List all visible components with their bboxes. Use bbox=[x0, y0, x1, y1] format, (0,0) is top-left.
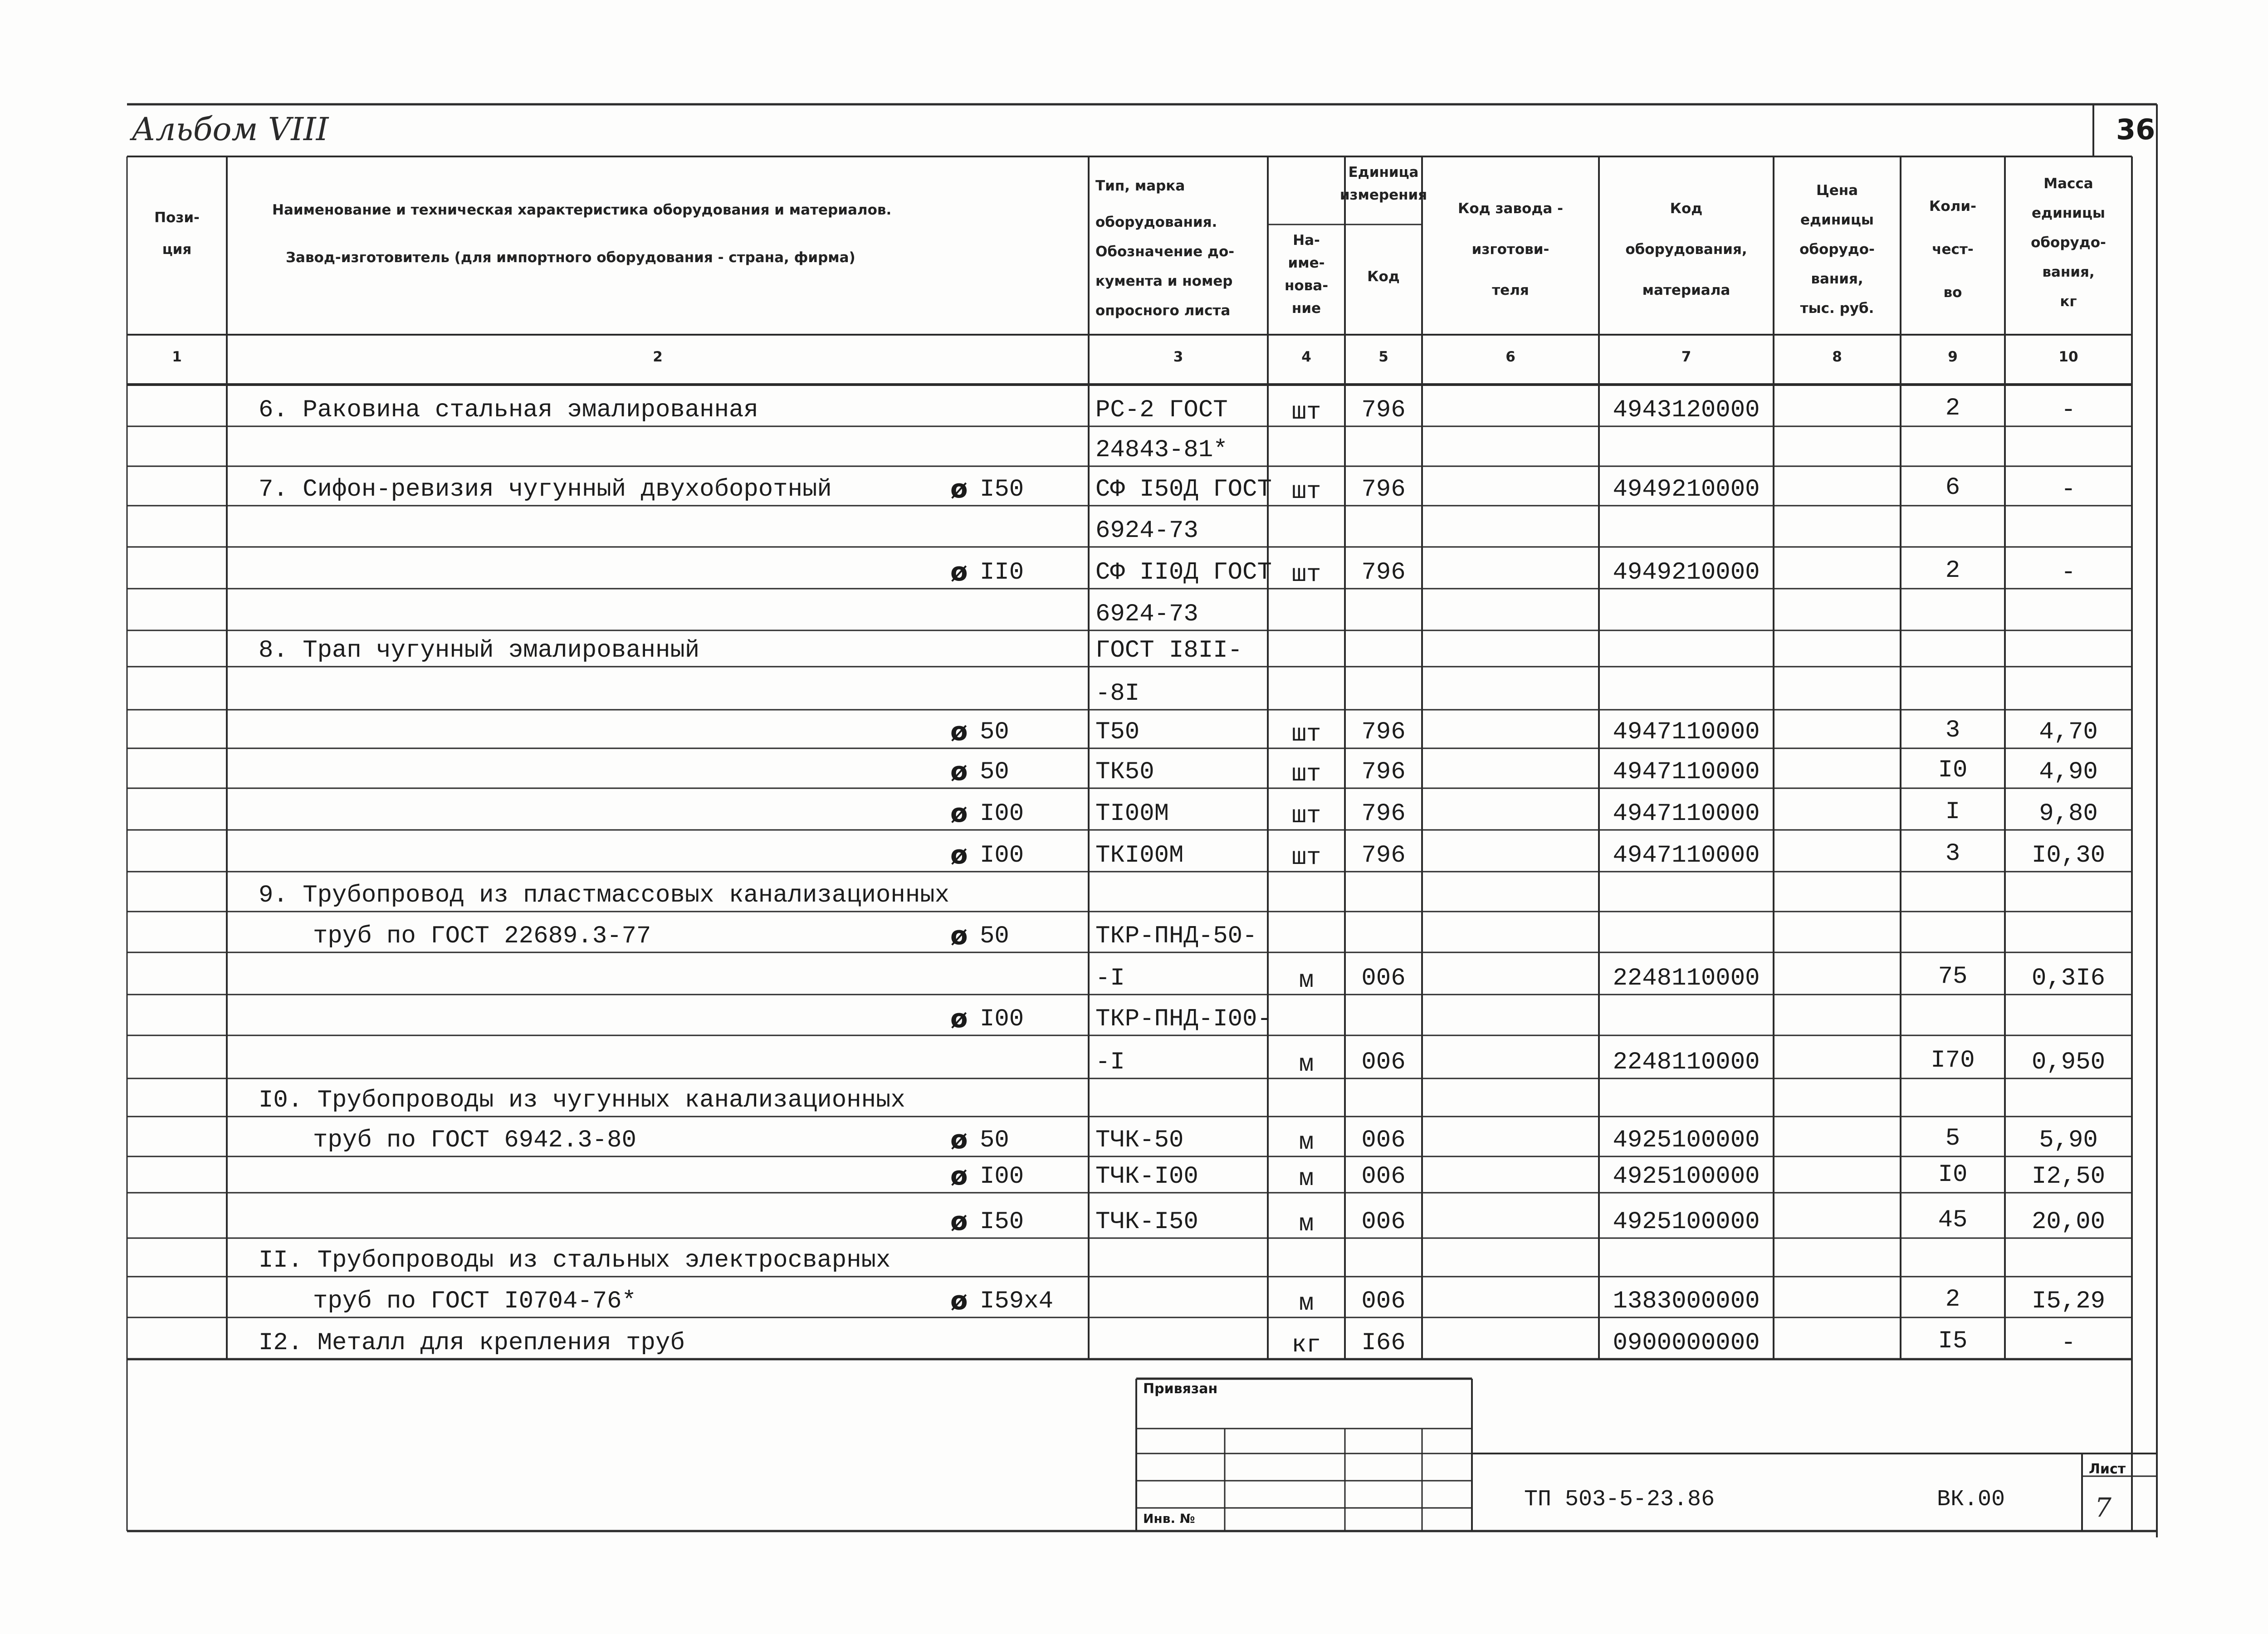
diameter-icon: ø bbox=[950, 1207, 968, 1236]
header-unit-name-text: нова- bbox=[1284, 278, 1329, 294]
header-unit-code-text: Код bbox=[1367, 268, 1400, 285]
header-price-text: тыс. руб. bbox=[1800, 300, 1874, 317]
header-price-text: Цена bbox=[1816, 182, 1858, 199]
header-unit-name-text: На- bbox=[1293, 232, 1320, 249]
stamp-linked-label: Привязан bbox=[1143, 1381, 1218, 1397]
row-type: ТЧК-I00 bbox=[1095, 1163, 1198, 1190]
header-name-text: Наименование и техническая характеристика оборудования и материалов. bbox=[272, 202, 892, 218]
column-number: 10 bbox=[2058, 349, 2078, 365]
row-diameter: I00 bbox=[980, 842, 1024, 869]
row-mass: I0,30 bbox=[2031, 842, 2106, 869]
diameter-icon: ø bbox=[950, 1161, 968, 1191]
row-unit-code: 006 bbox=[1361, 1208, 1406, 1236]
header-price-text: единицы bbox=[1800, 212, 1874, 228]
row-quantity: I5 bbox=[1938, 1327, 1968, 1355]
row-type: РС-2 ГОСТ bbox=[1095, 396, 1228, 424]
row-name: труб по ГОСТ 22689.3-77 bbox=[313, 922, 651, 950]
row-mass: - bbox=[2061, 1329, 2076, 1357]
header-plant-code-text: теля bbox=[1492, 282, 1529, 298]
album-label: Альбом VIII bbox=[132, 111, 329, 148]
row-eq-code: 4925100000 bbox=[1613, 1127, 1760, 1154]
row-diameter: 50 bbox=[980, 922, 1009, 950]
row-mass: 0,3I6 bbox=[2031, 965, 2106, 992]
stamp-doc-code: ТП 503-5-23.86 bbox=[1524, 1487, 1715, 1512]
row-diameter: I00 bbox=[980, 1163, 1024, 1190]
header-eq-code-text: оборудования, bbox=[1625, 241, 1747, 258]
row-type: ТКР-ПНД-I00- bbox=[1095, 1005, 1272, 1033]
row-eq-code: 2248110000 bbox=[1613, 1049, 1760, 1076]
row-eq-code: 4947110000 bbox=[1613, 842, 1760, 869]
row-mass: 20,00 bbox=[2031, 1208, 2106, 1236]
header-unit-name-text: име- bbox=[1288, 255, 1325, 271]
row-unit: шт bbox=[1291, 802, 1321, 830]
row-unit-code: 006 bbox=[1361, 1049, 1406, 1076]
row-unit-code: 796 bbox=[1361, 758, 1406, 786]
column-number: 6 bbox=[1505, 349, 1515, 365]
row-eq-code: 2248110000 bbox=[1613, 965, 1760, 992]
row-mass: I5,29 bbox=[2031, 1288, 2106, 1315]
row-eq-code: 4949210000 bbox=[1613, 476, 1760, 503]
header-plant-code-text: изготови- bbox=[1471, 241, 1549, 258]
row-type: ТЧК-50 bbox=[1095, 1127, 1184, 1154]
row-type: 6924-73 bbox=[1095, 600, 1198, 628]
header-type-text: опросного листа bbox=[1095, 302, 1231, 319]
diameter-icon: ø bbox=[950, 840, 968, 870]
row-diameter: I59х4 bbox=[980, 1288, 1054, 1315]
row-quantity: I0 bbox=[1938, 1161, 1968, 1189]
header-mass-text: кг bbox=[2060, 293, 2077, 310]
header-type-text: Обозначение до- bbox=[1095, 244, 1235, 260]
row-unit-code: 006 bbox=[1361, 1163, 1406, 1190]
stamp-sheet-number: 7 bbox=[2095, 1492, 2112, 1523]
row-diameter: 50 bbox=[980, 718, 1009, 746]
row-type: 6924-73 bbox=[1095, 517, 1198, 545]
row-diameter: I50 bbox=[980, 1208, 1024, 1236]
row-unit-code: 796 bbox=[1361, 396, 1406, 424]
row-mass: 4,70 bbox=[2039, 718, 2098, 746]
row-type: -I bbox=[1095, 1049, 1125, 1076]
row-unit-code: 006 bbox=[1361, 1127, 1406, 1154]
diameter-icon: ø bbox=[950, 474, 968, 504]
row-eq-code: 4947110000 bbox=[1613, 800, 1760, 828]
row-unit: шт bbox=[1291, 478, 1321, 506]
row-type: ГОСТ I8II- bbox=[1095, 637, 1243, 664]
row-mass: 4,90 bbox=[2039, 758, 2098, 786]
header-position-text: Пози- bbox=[154, 210, 200, 226]
row-quantity: 2 bbox=[1945, 1286, 1960, 1313]
row-quantity: 6 bbox=[1945, 474, 1960, 502]
row-quantity: I0 bbox=[1938, 756, 1968, 784]
row-type: ТЧК-I50 bbox=[1095, 1208, 1198, 1236]
diameter-icon: ø bbox=[950, 1004, 968, 1034]
row-quantity: 3 bbox=[1945, 840, 1960, 868]
row-unit-code: 796 bbox=[1361, 718, 1406, 746]
header-mass-text: вания, bbox=[2042, 264, 2095, 280]
header-unit-group-text: измерения bbox=[1339, 187, 1427, 203]
diameter-icon: ø bbox=[950, 799, 968, 828]
column-number: 1 bbox=[172, 349, 182, 365]
row-diameter: 50 bbox=[980, 1127, 1009, 1154]
row-diameter: 50 bbox=[980, 758, 1009, 786]
column-number: 4 bbox=[1301, 349, 1311, 365]
row-unit: м bbox=[1299, 1290, 1314, 1317]
header-qty-text: во bbox=[1943, 284, 1962, 301]
row-quantity: I70 bbox=[1931, 1047, 1975, 1074]
row-eq-code: 4949210000 bbox=[1613, 559, 1760, 586]
diameter-icon: ø bbox=[950, 921, 968, 951]
row-type: ТI00М bbox=[1095, 800, 1169, 828]
header-mass-text: оборудо- bbox=[2031, 234, 2106, 251]
header-price-text: вания, bbox=[1811, 271, 1863, 287]
diameter-icon: ø bbox=[950, 757, 968, 786]
stamp-mark: ВК.00 bbox=[1937, 1487, 2005, 1512]
header-type-text: кумента и номер bbox=[1095, 273, 1233, 289]
header-price-text: оборудо- bbox=[1799, 241, 1875, 258]
row-quantity: 3 bbox=[1945, 717, 1960, 744]
row-name: 8. Трап чугунный эмалированный bbox=[259, 637, 700, 664]
row-diameter: I50 bbox=[980, 476, 1024, 503]
column-number: 8 bbox=[1832, 349, 1842, 365]
row-unit-code: 006 bbox=[1361, 1288, 1406, 1315]
row-eq-code: 1383000000 bbox=[1613, 1288, 1760, 1315]
row-mass: 5,90 bbox=[2039, 1127, 2098, 1154]
row-unit-code: 796 bbox=[1361, 842, 1406, 869]
row-unit: м bbox=[1299, 967, 1314, 995]
column-number: 3 bbox=[1173, 349, 1183, 365]
column-number: 2 bbox=[653, 349, 663, 365]
row-type: СФ II0Д ГОСТ bbox=[1095, 559, 1272, 586]
row-type: ТК50 bbox=[1095, 758, 1154, 786]
diameter-icon: ø bbox=[950, 1286, 968, 1316]
row-quantity: I bbox=[1945, 798, 1960, 826]
row-diameter: I00 bbox=[980, 800, 1024, 828]
row-name: труб по ГОСТ 6942.3-80 bbox=[313, 1127, 636, 1154]
row-eq-code: 4947110000 bbox=[1613, 758, 1760, 786]
diameter-icon: ø bbox=[950, 557, 968, 587]
row-name: труб по ГОСТ I0704-76* bbox=[313, 1288, 636, 1315]
row-diameter: II0 bbox=[980, 559, 1024, 586]
row-unit: кг bbox=[1291, 1332, 1321, 1359]
row-quantity: 2 bbox=[1945, 395, 1960, 422]
stamp-sheet-label: Лист bbox=[2089, 1461, 2126, 1477]
row-quantity: 5 bbox=[1945, 1125, 1960, 1152]
row-name: I0. Трубопроводы из чугунных канализационных bbox=[259, 1087, 905, 1114]
row-eq-code: 4947110000 bbox=[1613, 718, 1760, 746]
header-unit-group-text: Единица bbox=[1348, 164, 1419, 180]
header-mass-text: Масса bbox=[2043, 176, 2093, 192]
row-mass: 9,80 bbox=[2039, 800, 2098, 828]
row-mass: I2,50 bbox=[2031, 1163, 2106, 1190]
row-unit-code: 796 bbox=[1361, 800, 1406, 828]
row-name: 9. Трубопровод из пластмассовых канализационных bbox=[259, 882, 950, 909]
row-type: СФ I50Д ГОСТ bbox=[1095, 476, 1272, 503]
row-eq-code: 4943120000 bbox=[1613, 396, 1760, 424]
row-name: 7. Сифон-ревизия чугунный двухоборотный bbox=[259, 476, 832, 503]
row-unit: м bbox=[1299, 1165, 1314, 1193]
row-quantity: 75 bbox=[1938, 963, 1968, 990]
row-eq-code: 4925100000 bbox=[1613, 1208, 1760, 1236]
row-unit: м bbox=[1299, 1129, 1314, 1156]
stamp-inv-label: Инв. № bbox=[1143, 1511, 1195, 1526]
header-qty-text: чест- bbox=[1932, 241, 1974, 258]
header-plant-code-text: Код завода - bbox=[1458, 200, 1563, 217]
row-unit: шт bbox=[1291, 399, 1321, 426]
row-mass: - bbox=[2061, 559, 2076, 586]
row-name: II. Трубопроводы из стальных электросварных bbox=[259, 1247, 891, 1274]
row-mass: 0,950 bbox=[2031, 1049, 2106, 1076]
row-unit-code: 006 bbox=[1361, 965, 1406, 992]
row-mass: - bbox=[2061, 476, 2076, 503]
row-type: -8I bbox=[1095, 680, 1140, 707]
row-diameter: I00 bbox=[980, 1005, 1024, 1033]
header-name-text: Завод-изготовитель (для импортного оборудования - страна, фирма) bbox=[286, 249, 855, 266]
row-name: I2. Металл для крепления труб bbox=[259, 1329, 685, 1357]
header-eq-code-text: материала bbox=[1642, 282, 1730, 298]
column-number: 5 bbox=[1378, 349, 1388, 365]
row-unit: м bbox=[1299, 1051, 1314, 1078]
row-type: Т50 bbox=[1095, 718, 1140, 746]
row-unit-code: I66 bbox=[1361, 1329, 1406, 1357]
row-unit: м bbox=[1299, 1210, 1314, 1238]
header-qty-text: Коли- bbox=[1929, 198, 1976, 215]
row-eq-code: 4925100000 bbox=[1613, 1163, 1760, 1190]
header-mass-text: единицы bbox=[2032, 205, 2105, 221]
row-unit-code: 796 bbox=[1361, 559, 1406, 586]
row-type: ТКI00М bbox=[1095, 842, 1184, 869]
row-quantity: 45 bbox=[1938, 1206, 1968, 1234]
column-number: 7 bbox=[1681, 349, 1691, 365]
row-quantity: 2 bbox=[1945, 557, 1960, 585]
column-number: 9 bbox=[1948, 349, 1958, 365]
header-type-text: оборудования. bbox=[1095, 214, 1217, 230]
diameter-icon: ø bbox=[950, 1125, 968, 1155]
row-type: ТКР-ПНД-50- bbox=[1095, 922, 1257, 950]
row-name: 6. Раковина стальная эмалированная bbox=[259, 396, 758, 424]
row-unit-code: 796 bbox=[1361, 476, 1406, 503]
row-type: 24843-81* bbox=[1095, 436, 1228, 464]
diameter-icon: ø bbox=[950, 717, 968, 746]
row-eq-code: 0900000000 bbox=[1613, 1329, 1760, 1357]
header-unit-name-text: ние bbox=[1291, 300, 1321, 317]
header-position-text: ция bbox=[162, 241, 192, 258]
row-type: -I bbox=[1095, 965, 1125, 992]
header-eq-code-text: Код bbox=[1670, 200, 1703, 217]
row-unit: шт bbox=[1291, 721, 1321, 748]
row-mass: - bbox=[2061, 396, 2076, 424]
page-number: 36 bbox=[2116, 113, 2156, 146]
row-unit: шт bbox=[1291, 844, 1321, 872]
row-unit: шт bbox=[1291, 561, 1321, 589]
header-type-text: Тип, марка bbox=[1095, 178, 1185, 194]
row-unit: шт bbox=[1291, 761, 1321, 788]
